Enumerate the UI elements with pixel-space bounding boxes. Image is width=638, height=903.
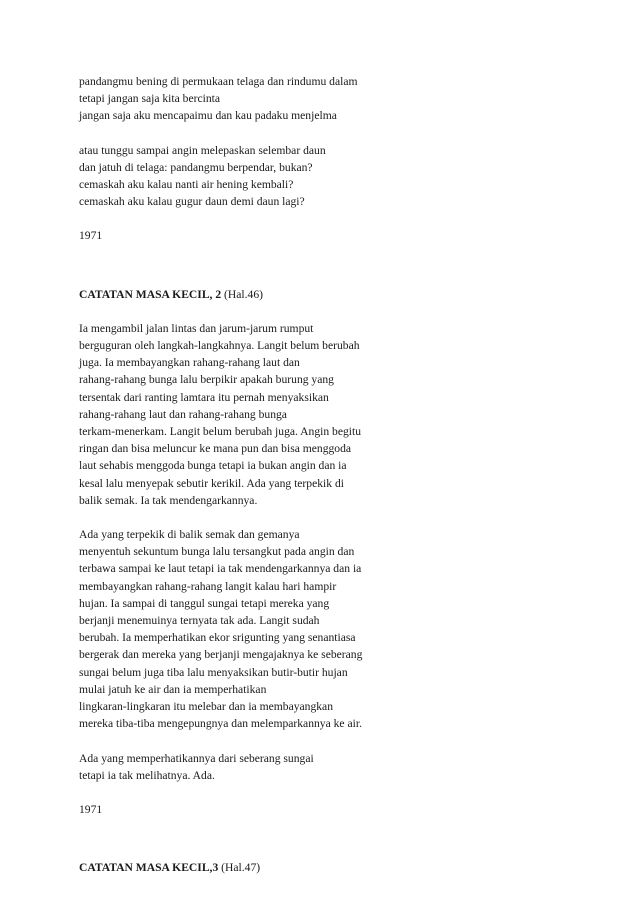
poem-title: CATATAN MASA KECIL,3	[79, 861, 219, 875]
stanza	[79, 526, 599, 732]
poem-heading	[79, 286, 599, 303]
poem-line: ringan dan bisa meluncur ke mana pun dan bisa menggoda	[79, 442, 352, 456]
poem-line: Ia mengambil jalan lintas dan jarum-jarum rumput	[79, 321, 314, 335]
poem-line: Ada yang memperhatikannya dari seberang sungai	[79, 751, 314, 765]
poem-line: mereka tiba-tiba mengepungnya dan melemparkannya ke air.	[79, 717, 362, 731]
poem-line: jangan saja aku mencapaimu dan kau padaku menjelma	[79, 109, 337, 123]
poem-title: CATATAN MASA KECIL, 2	[79, 287, 222, 301]
poem-line: sungai belum juga tiba lalu menyaksikan butir-butir hujan	[79, 665, 348, 679]
page-reference: (Hal.47)	[221, 861, 261, 875]
poem-line: kesal lalu menyepak sebutir kerikil. Ada yang terpekik di	[79, 476, 344, 490]
poem-line: cemaskah aku kalau nanti air hening kembali?	[79, 178, 294, 192]
poem-line: berguguran oleh langkah-langkahnya. Langit belum berubah	[79, 339, 360, 353]
poem-section-catatan-2	[79, 286, 599, 818]
poem-line: rahang-rahang bunga lalu berpikir apakah burung yang	[79, 373, 334, 387]
page-reference: (Hal.46)	[224, 287, 264, 301]
stanza	[79, 750, 599, 784]
poem-line: dan jatuh di telaga: pandangmu berpendar, bukan?	[79, 160, 313, 174]
poem-line: lingkaran-lingkaran itu melebar dan ia membayangkan	[79, 700, 333, 714]
poem-line: berjanji menemuinya ternyata tak ada. Langit sudah	[79, 614, 320, 628]
poem-heading	[79, 859, 599, 876]
poem-line: terbawa sampai ke laut tetapi ia tak mendengarkannya dan ia	[79, 562, 362, 576]
poem-line: bergerak dan mereka yang berjanji mengajaknya ke seberang	[79, 648, 363, 662]
poem-year: 1971	[79, 229, 103, 243]
poem-section-continuation	[79, 73, 599, 245]
poem-line: laut sehabis menggoda bunga tetapi ia bukan angin dan ia	[79, 459, 347, 473]
poem-line: tetapi ia tak melihatnya. Ada.	[79, 768, 215, 782]
poem-line: juga. Ia membayangkan rahang-rahang laut dan	[79, 356, 300, 370]
poem-line: berubah. Ia memperhatikan ekor srigunting yang senantiasa	[79, 631, 356, 645]
poem-section-catatan-3	[79, 859, 599, 876]
poem-line: rahang-rahang laut dan rahang-rahang bunga	[79, 407, 287, 421]
poem-line: mulai jatuh ke air dan ia memperhatikan	[79, 682, 267, 696]
poem-line: tetapi jangan saja kita bercinta	[79, 92, 220, 106]
poem-line: pandangmu bening di permukaan telaga dan rindumu dalam	[79, 75, 358, 88]
stanza	[79, 73, 599, 125]
poem-line: menyentuh sekuntum bunga lalu tersangkut pada angin dan	[79, 545, 355, 559]
document-page	[79, 73, 599, 876]
poem-line: hujan. Ia sampai di tanggul sungai tetapi mereka yang	[79, 596, 330, 610]
poem-line: atau tunggu sampai angin melepaskan selembar daun	[79, 143, 326, 157]
poem-line: cemaskah aku kalau gugur daun demi daun lagi?	[79, 195, 305, 209]
poem-year: 1971	[79, 802, 103, 816]
poem-line: Ada yang terpekik di balik semak dan gemanya	[79, 528, 300, 542]
stanza	[79, 320, 599, 509]
poem-line: tersentak dari ranting lamtara itu pernah menyaksikan	[79, 390, 329, 404]
poem-line: terkam-menerkam. Langit belum berubah juga. Angin begitu	[79, 425, 362, 439]
poem-line: balik semak. Ia tak mendengarkannya.	[79, 493, 258, 507]
poem-line: membayangkan rahang-rahang langit kalau hari hampir	[79, 579, 337, 593]
stanza	[79, 142, 599, 211]
